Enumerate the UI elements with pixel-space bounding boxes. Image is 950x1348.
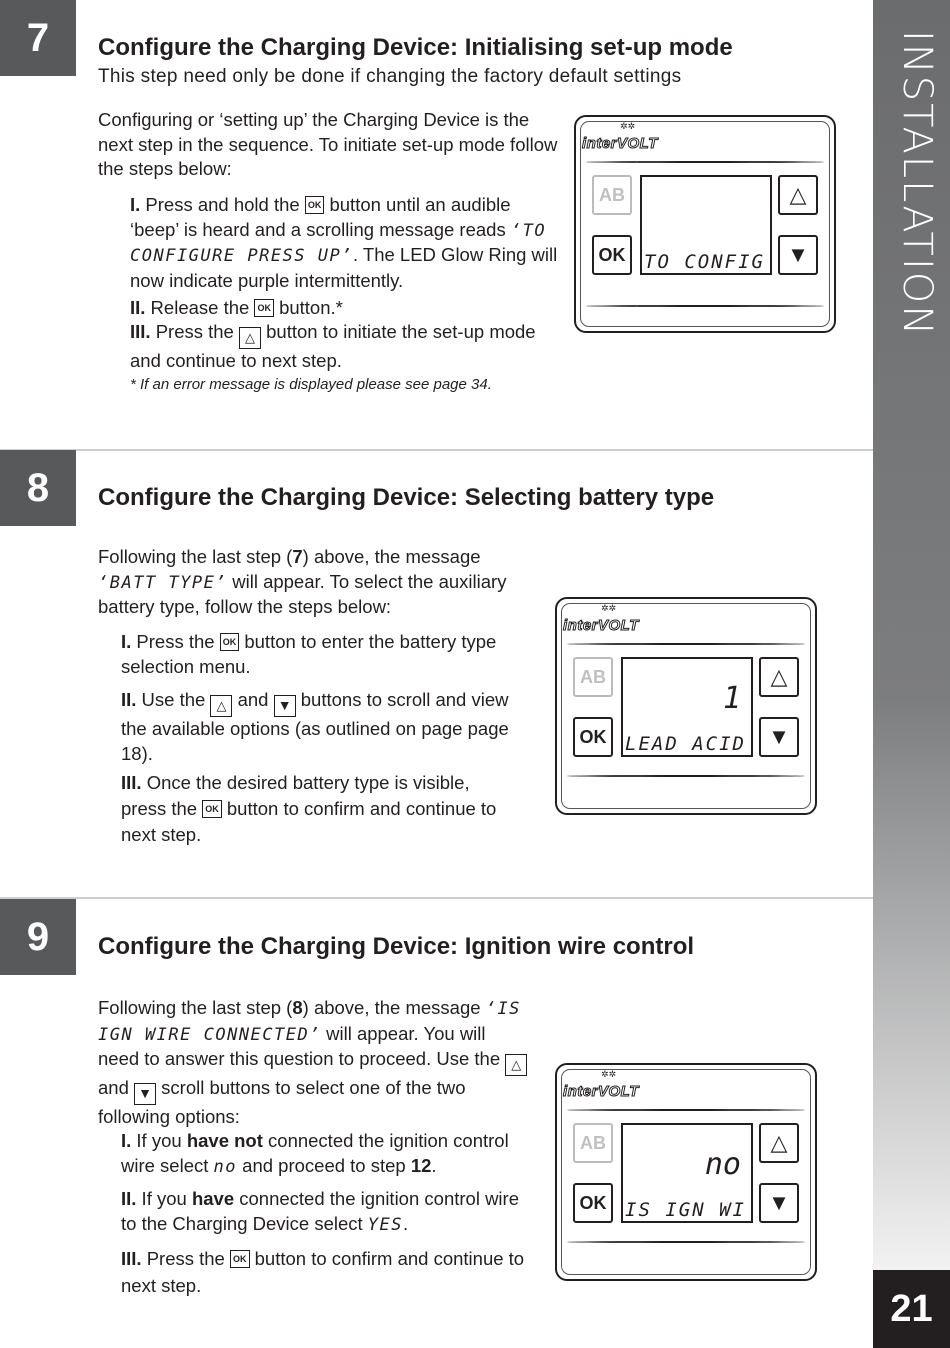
step8-item-ii <box>121 688 526 766</box>
ab-button: AB <box>573 1123 613 1163</box>
step7-subtitle: This step need only be done if changing the factory default settings <box>98 66 682 87</box>
ab-button: AB <box>592 175 632 215</box>
lcd-message: ‘BATT TYPE’ <box>98 572 228 593</box>
up-arrow-icon: △ <box>759 1123 799 1163</box>
item-label: II. <box>130 297 146 318</box>
item-label: I. <box>121 1130 132 1151</box>
step-ref: 8 <box>292 997 303 1018</box>
text: Press the <box>141 1248 230 1269</box>
emphasis: have <box>191 1188 235 1209</box>
lcd-message: no <box>213 1156 238 1177</box>
text: connected the ignition control wire select <box>121 1130 509 1176</box>
text: Use the <box>136 689 211 710</box>
step-number-8: 8 <box>0 450 76 526</box>
up-arrow-icon: △ <box>759 657 799 697</box>
ok-button: OK <box>573 1183 613 1223</box>
text: Following the last step ( <box>98 546 293 567</box>
up-triangle-icon: △ <box>239 327 261 349</box>
intervolt-logo: interVOLT <box>582 135 658 152</box>
step-number-9: 9 <box>0 899 76 975</box>
text: button to confirm and continue to next step. <box>121 1248 525 1296</box>
step9-title: Configure the Charging Device: Ignition wire control <box>98 933 695 960</box>
ok-icon: OK <box>220 633 240 651</box>
text: Press the <box>131 631 220 652</box>
device-curve <box>586 161 824 163</box>
item-label: III. <box>130 321 151 342</box>
emphasis: have not <box>186 1130 263 1151</box>
lcd-message: ‘IS IGN WIRE CONNECTED’ <box>98 999 521 1045</box>
text: . <box>403 1212 409 1234</box>
ok-icon: OK <box>202 800 222 818</box>
text: connected the ignition control wire to the Charging Device select <box>121 1188 519 1234</box>
text: Release the <box>145 297 255 318</box>
sidebar-label: INSTALLATION <box>894 30 940 338</box>
lcd-screen <box>640 175 772 275</box>
lcd-line-2: LEAD ACID <box>625 733 746 755</box>
text: button.* <box>273 297 343 318</box>
lcd-line-2: TO CONFIG <box>644 251 765 273</box>
device-curve <box>567 643 805 645</box>
lcd-screen <box>621 657 753 757</box>
ab-button: AB <box>573 657 613 697</box>
device-curve <box>567 1109 805 1111</box>
device-curve <box>567 1241 805 1243</box>
item-label: III. <box>121 1248 142 1269</box>
lcd-message: ‘TO CONFIGURE PRESS UP’ <box>130 220 547 266</box>
step7-item-iii <box>130 320 560 374</box>
down-triangle-icon: ▼ <box>134 1083 156 1105</box>
intervolt-logo: interVOLT <box>563 617 639 634</box>
device-curve <box>567 775 805 777</box>
lcd-line-2: IS IGN WI <box>625 1199 746 1221</box>
step8-title: Configure the Charging Device: Selecting battery type <box>98 484 715 511</box>
up-triangle-icon: △ <box>505 1054 527 1076</box>
step-number-7: 7 <box>0 0 76 76</box>
text: and proceed to step <box>237 1154 411 1176</box>
text: and <box>98 1077 135 1098</box>
step-ref: 7 <box>292 546 303 567</box>
step8-intro <box>98 545 518 620</box>
text: Once the desired battery type is visible, press the <box>121 772 470 819</box>
step7-title: Configure the Charging Device: Initialising set-up mode <box>98 34 733 61</box>
item-label: III. <box>121 772 142 793</box>
down-triangle-icon: ▼ <box>274 695 296 717</box>
star-icon: ✲✲ <box>601 603 617 613</box>
star-icon: ✲✲ <box>620 121 636 131</box>
up-arrow-icon: △ <box>778 175 818 215</box>
intervolt-logo: interVOLT <box>563 1083 639 1100</box>
up-triangle-icon: △ <box>210 695 232 717</box>
text: button until an audible ‘beep’ is heard and a scrolling message reads <box>130 194 511 240</box>
ok-icon: OK <box>230 1250 250 1268</box>
ok-icon: OK <box>305 196 325 214</box>
step9-item-iii <box>121 1245 541 1299</box>
text: Press and hold the <box>140 194 305 215</box>
down-arrow-icon: ▼ <box>759 717 799 757</box>
step7-item-i <box>130 193 560 293</box>
text: If you <box>131 1130 187 1151</box>
text: button to initiate the set-up mode and continue to next step. <box>130 321 536 371</box>
text: If you <box>136 1188 192 1209</box>
step8-item-iii <box>121 770 511 848</box>
lcd-line-1: 1 <box>722 681 741 716</box>
ok-button: OK <box>592 235 632 275</box>
item-label: II. <box>121 1188 137 1209</box>
step8-item-i <box>121 630 521 679</box>
ok-icon: OK <box>254 299 274 317</box>
text: will appear. You will need to answer this question to proceed. Use the <box>98 1022 506 1069</box>
section-divider <box>0 897 873 899</box>
device-illustration <box>555 597 817 815</box>
device-curve <box>586 305 824 307</box>
item-label: I. <box>121 631 132 652</box>
step9-item-ii <box>121 1187 531 1237</box>
text: . <box>431 1154 437 1176</box>
step7-note: * If an error message is displayed please see page 34. <box>130 376 492 393</box>
device-illustration <box>555 1063 817 1281</box>
lcd-message: YES <box>367 1214 404 1235</box>
device-illustration <box>574 115 836 333</box>
text: Following the last step ( <box>98 997 293 1018</box>
step-ref: 12 <box>410 1154 432 1176</box>
text: Press the <box>150 321 239 342</box>
step9-item-i <box>121 1129 531 1179</box>
page-number: 21 <box>873 1270 950 1348</box>
step7-intro: Configuring or ‘setting up’ the Charging Device is the next step in the sequence. To initiate set-up mode follow the steps below: <box>98 109 558 179</box>
text: . The LED Glow Ring will now indicate purple intermittently. <box>130 244 558 291</box>
ok-button: OK <box>573 717 613 757</box>
text: button to confirm and continue to next step. <box>121 798 497 845</box>
text: ) above, the message <box>302 546 481 567</box>
down-arrow-icon: ▼ <box>778 235 818 275</box>
item-label: I. <box>130 194 141 215</box>
section-divider <box>0 449 873 451</box>
text: will appear. To select the auxiliary battery type, follow the steps below: <box>98 570 507 617</box>
item-label: II. <box>121 689 137 710</box>
lcd-screen <box>621 1123 753 1223</box>
text: ) above, the message <box>302 997 486 1018</box>
down-arrow-icon: ▼ <box>759 1183 799 1223</box>
text: scroll buttons to select one of the two following options: <box>98 1077 466 1127</box>
text: and <box>232 689 274 710</box>
step7-item-ii <box>130 296 560 321</box>
lcd-line-1: no <box>704 1147 741 1182</box>
text: buttons to scroll and view the available options (as outlined on page page 18). <box>121 689 509 764</box>
star-icon: ✲✲ <box>601 1069 617 1079</box>
text: button to enter the battery type selection menu. <box>121 631 497 677</box>
step9-intro <box>98 996 528 1130</box>
